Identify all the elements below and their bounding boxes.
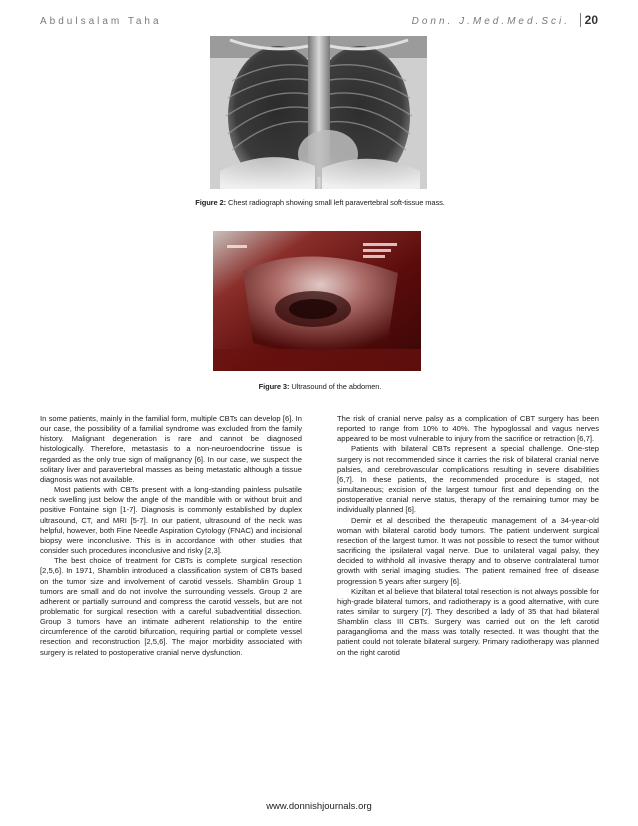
running-header — [40, 12, 598, 32]
figure-3-label: Figure 3: — [258, 382, 290, 391]
paragraph: In some patients, mainly in the familial form, multiple CBTs can develop [6]. In our case, the possibility of a familial syndrome was excluded from the family history. Malignant degeneration is rare and cannot be diagnosed histologically. Therefore, metastasis to a non-neuroendocrine tissue is regarded as the only true sign of malignancy [6]. In our case, we suspect the solitary liver and paravertebral masses as being metastatic although a tissue diagnosis was not available. — [40, 414, 302, 484]
paragraph: The risk of cranial nerve palsy as a complication of CBT surgery has been reported to range from 10% to 40%. The hypoglossal and vagus nerves appeared to be most vulnerable to injury from the sacrifice or retraction [6,7]. — [337, 414, 599, 444]
figure-2-chest-radiograph — [210, 36, 427, 189]
header-author: Abdulsalam Taha — [40, 16, 162, 27]
left-text-column — [40, 414, 302, 658]
paragraph: Kiziltan et al believe that bilateral total resection is not always possible for high-grade bilateral tumors, and radiotherapy is a good alternative, with cure rates similar to surgery [7]. They described a lady of 35 that had bilateral Shamblin class III CBTs. Surgery was carried out on the left carotid paraganglioma and the mass was totally resected. It was thought that the patient could not tolerate bilateral surgery. Primary radiotherapy was planned on the right carotid — [337, 586, 599, 657]
figure-3-caption-text: Ultrasound of the abdomen. — [291, 382, 382, 391]
figure-3-caption — [220, 382, 420, 391]
figure-3-ultrasound — [213, 231, 421, 371]
header-journal: Donn. J.Med.Med.Sci. — [411, 16, 570, 27]
page-number: 20 — [580, 13, 598, 27]
paragraph: The best choice of treatment for CBTs is complete surgical resection [2,5,6]. In 1971, Shamblin introduced a classification system of CBTs based on the tumor size and involvement of carotid vessels. Shamblin Group 1 tumors are small and do not involve the surrounding vessels. Group 2 are adherent or partially surround and compress the carotid vessels, but are not problematic for surgical resection with a careful subadventitial dissection. Group 3 tumors have an intimate adherent relationship to the entire circumference of the carotid bifurcation, requiring partial or complete vessel resection and reconstruction [2,5,6]. The major morbidity associated with surgery is related to postoperative cranial nerve dysfunction. — [40, 556, 302, 657]
figure-2-caption-text: Chest radiograph showing small left paravertebral soft-tissue mass. — [228, 198, 445, 207]
ultrasound-image — [213, 231, 421, 371]
footer-website[interactable]: www.donnishjournals.org — [266, 801, 372, 812]
paragraph: Patients with bilateral CBTs represent a special challenge. One-step surgery is not recommended since it carries the risk of bilateral cranial nerve palsies, and cerebrovascular complications resulting in severe disabilities [6,7]. In these patients, the recommended procedure is staged, not simultaneous; excision of the largest tumour first and depending on the postoperative cranial nerve status, therapy of the remaining tumor may be individually planned [6]. — [337, 444, 599, 515]
figure-2-label: Figure 2: — [195, 198, 227, 207]
paragraph: Demir et al described the therapeutic management of a 34-year-old woman with bilateral carotid body tumors. The patient underwent surgical resection of the largest tumor. It was not possible to resect the tumor without sacrificing the ipsilateral vagal nerve. Due to unilateral vagal palsy, they decided to withhold all invasive therapy and to observe contralateral tumor growth with serial imaging studies. The patient remained free of disease progression 5 years after surgery [6]. — [337, 515, 599, 586]
paragraph: Most patients with CBTs present with a long-standing painless pulsatile neck swelling just below the angle of the mandible with or without bruit and positive Fontaine sign [1-7]. Diagnosis is commonly established by duplex ultrasound, CT, and MRI [5-7]. In our patient, ultrasound of the neck was helpful, however, both Fine Needle Aspiration Cytology (FNAC) and incisional biopsy were inconclusive. This is in accordance with other studies that consider such procedures inconclusive and risky [2,3]. — [40, 485, 302, 556]
right-text-column — [337, 414, 599, 658]
chest-radiograph-image — [210, 36, 427, 189]
figure-2-caption — [160, 198, 480, 207]
